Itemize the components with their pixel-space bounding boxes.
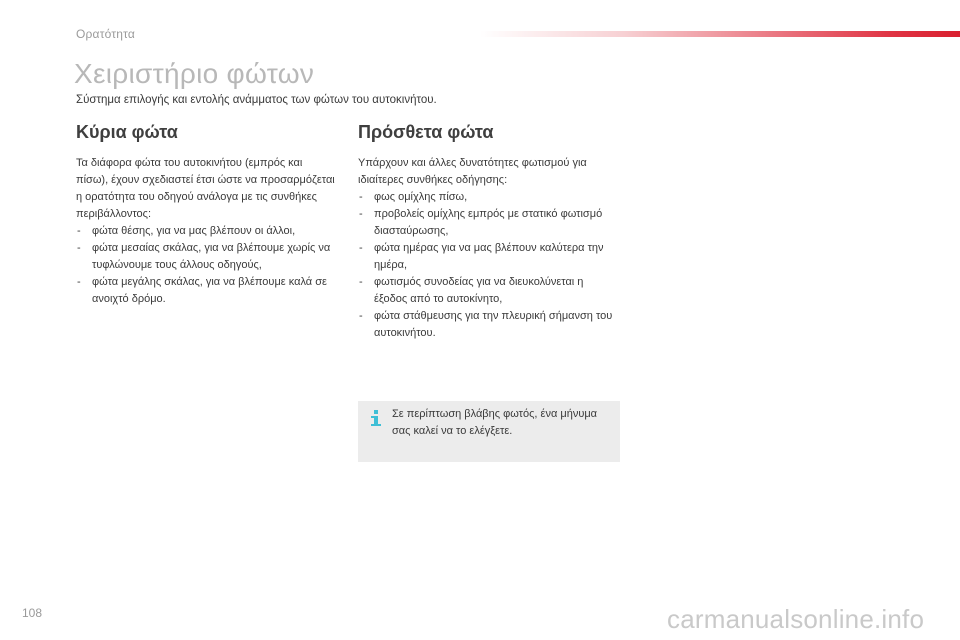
list-item: - φώτα ημέρας για να μας βλέπουν καλύτερα την ημέρα, xyxy=(358,240,618,274)
additional-lights-section xyxy=(358,122,618,342)
list-item: - προβολείς ομίχλης εμπρός με στατικό φωτισμό διασταύρωσης, xyxy=(358,206,618,240)
main-lights-heading: Κύρια φώτα xyxy=(76,122,178,142)
info-text: Σε περίπτωση βλάβης φωτός, ένα μήνυμα σας καλεί να το ελέγξετε. xyxy=(392,408,598,437)
watermark: carmanualsonline.info xyxy=(667,604,925,634)
list-item: - φως ομίχλης πίσω, xyxy=(358,189,618,206)
main-lights-list xyxy=(76,223,336,308)
header-accent-bar xyxy=(480,31,960,37)
section-header: Ορατότητα xyxy=(76,27,136,41)
list-item: - φώτα μεσαίας σκάλας, για να βλέπουμε χωρίς να τυφλώνουμε τους άλλους οδηγούς, xyxy=(76,240,336,274)
list-item: - φωτισμός συνοδείας για να διευκολύνεται η έξοδος από το αυτοκίνητο, xyxy=(358,274,618,308)
additional-lights-heading: Πρόσθετα φώτα xyxy=(358,122,494,142)
list-item: - φώτα στάθμευσης για την πλευρική σήμανση του αυτοκινήτου. xyxy=(358,308,618,342)
page-subtitle: Σύστημα επιλογής και εντολής ανάμματος των φώτων του αυτοκινήτου. xyxy=(76,94,437,106)
additional-lights-intro: Υπάρχουν και άλλες δυνατότητες φωτισμού για ιδιαίτερες συνθήκες οδήγησης: xyxy=(358,157,587,186)
info-box xyxy=(358,401,620,462)
main-lights-section xyxy=(76,122,336,308)
additional-lights-list xyxy=(358,189,618,342)
list-item: - φώτα θέσης, για να μας βλέπουν οι άλλοι, xyxy=(76,223,336,240)
list-item: - φώτα μεγάλης σκάλας, για να βλέπουμε καλά σε ανοιχτό δρόμο. xyxy=(76,274,336,308)
main-lights-intro: Τα διάφορα φώτα του αυτοκινήτου (εμπρός και πίσω), έχουν σχεδιαστεί έτσι ώστε να προσαρμόζεται η ορατότητα του οδηγού ανάλογα με τις συνθήκες περιβάλλοντος: xyxy=(76,157,335,220)
page-title: Χειριστήριο φώτων xyxy=(74,58,315,89)
page-number: 108 xyxy=(22,606,43,620)
info-icon xyxy=(370,409,382,429)
